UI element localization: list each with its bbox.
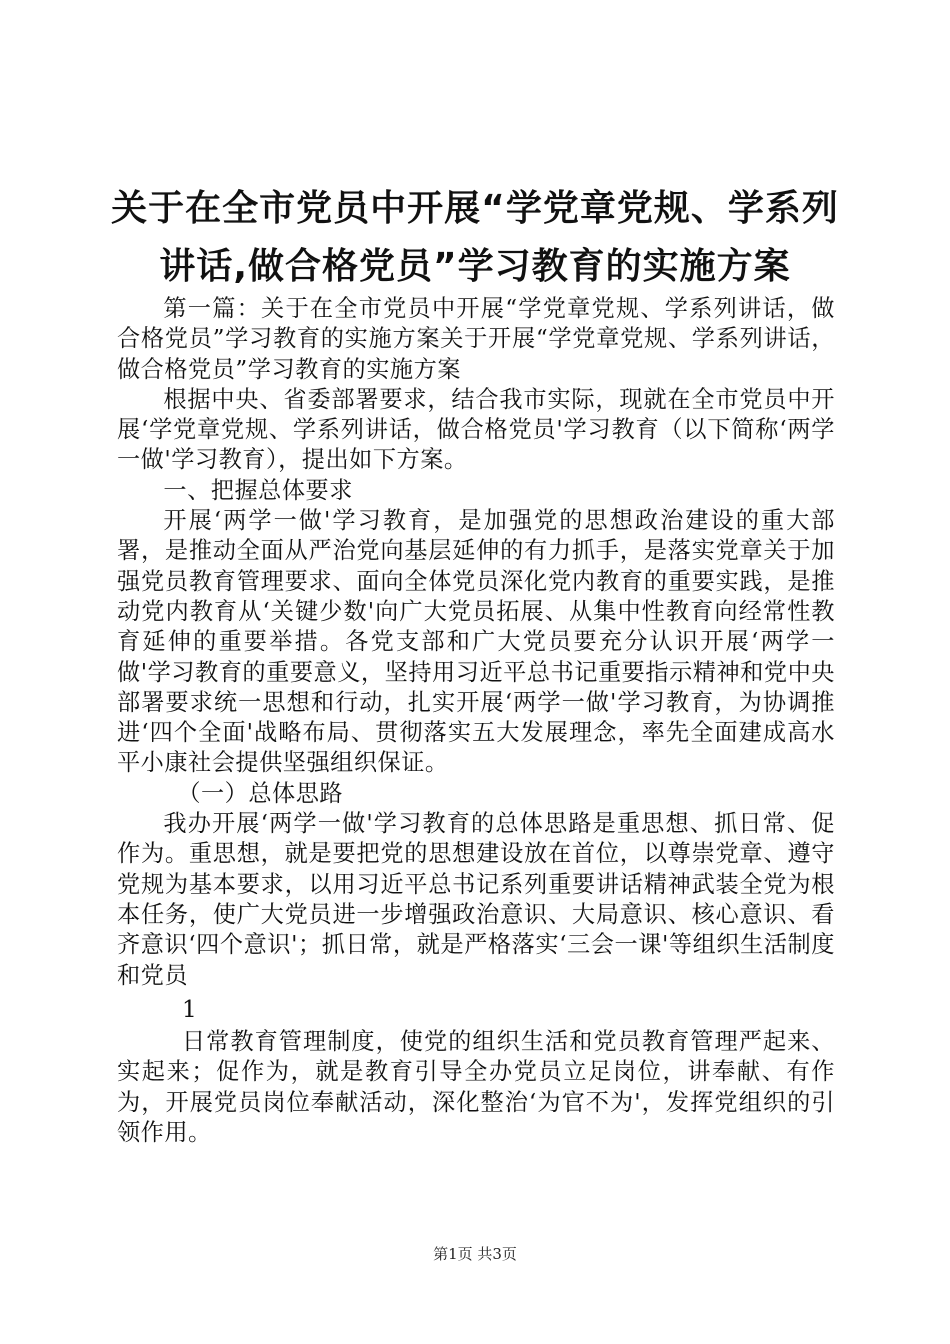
document-body	[117, 294, 835, 1148]
paragraph-intro: 第一篇：关于在全市党员中开展“学党章党规、学系列讲话，做合格党员”学习教育的实施方案关于开展“学党章党规、学系列讲话，做合格党员”学习教育的实施方案	[117, 295, 835, 383]
section-heading-1: 一、把握总体要求	[163, 476, 353, 504]
title-line-2: 讲话,做合格党员”学习教育的实施方案	[159, 246, 791, 287]
title-line-1: 关于在全市党员中开展“学党章党规、学系列	[111, 188, 839, 229]
document-title	[110, 180, 840, 296]
inline-page-number: 1	[181, 995, 198, 1023]
paragraph-basis: 根据中央、省委部署要求，结合我市实际，现就在全市党员中开展‘学党章党规、学系列讲话，做合格党员'学习教育（以下简称‘两学一做'学习教育），提出如下方案。	[117, 385, 835, 474]
subsection-heading-1: （一）总体思路	[177, 779, 344, 807]
page-footer: 第1页 共3页	[433, 1245, 517, 1263]
paragraph-requirements: 开展‘两学一做'学习教育，是加强党的思想政治建设的重大部署，是推动全面从严治党向基层延伸的有力抓手，是落实党章关于加强党员教育管理要求、面向全体党员深化党内教育的重要实践，是推动党内教育从‘关键少数'向广大党员拓展、从集中性教育向经常性教育延伸的重要举措。各党支部和广大党员要充分认识开展‘两学一做'学习教育的重要意义，坚持用习近平总书记重要指示精神和党中央部署要求统一思想和行动，扎实开展‘两学一做'学习教育，为协调推进‘四个全面'战略布局、贯彻落实五大发展理念，率先全面建成高水平小康社会提供坚强组织保证。	[117, 507, 835, 777]
paragraph-overall-approach: 我办开展‘两学一做'学习教育的总体思路是重思想、抓日常、促作为。重思想，就是要把党的思想建设放在首位，以尊崇党章、遵守党规为基本要求，以用习近平总书记系列重要讲话精神武装全党为根本任务，使广大党员进一步增强政治意识、大局意识、核心意识、看齐意识‘四个意识'；抓日常，就是严格落实‘三会一课'等组织生活制度和党员	[117, 810, 835, 989]
paragraph-continuation: 日常教育管理制度，使党的组织生活和党员教育管理严起来、实起来；促作为，就是教育引导全办党员立足岗位，讲奉献、有作为，开展党员岗位奉献活动，深化整治‘为官不为'，发挥党组织的引领作用。	[117, 1028, 835, 1147]
